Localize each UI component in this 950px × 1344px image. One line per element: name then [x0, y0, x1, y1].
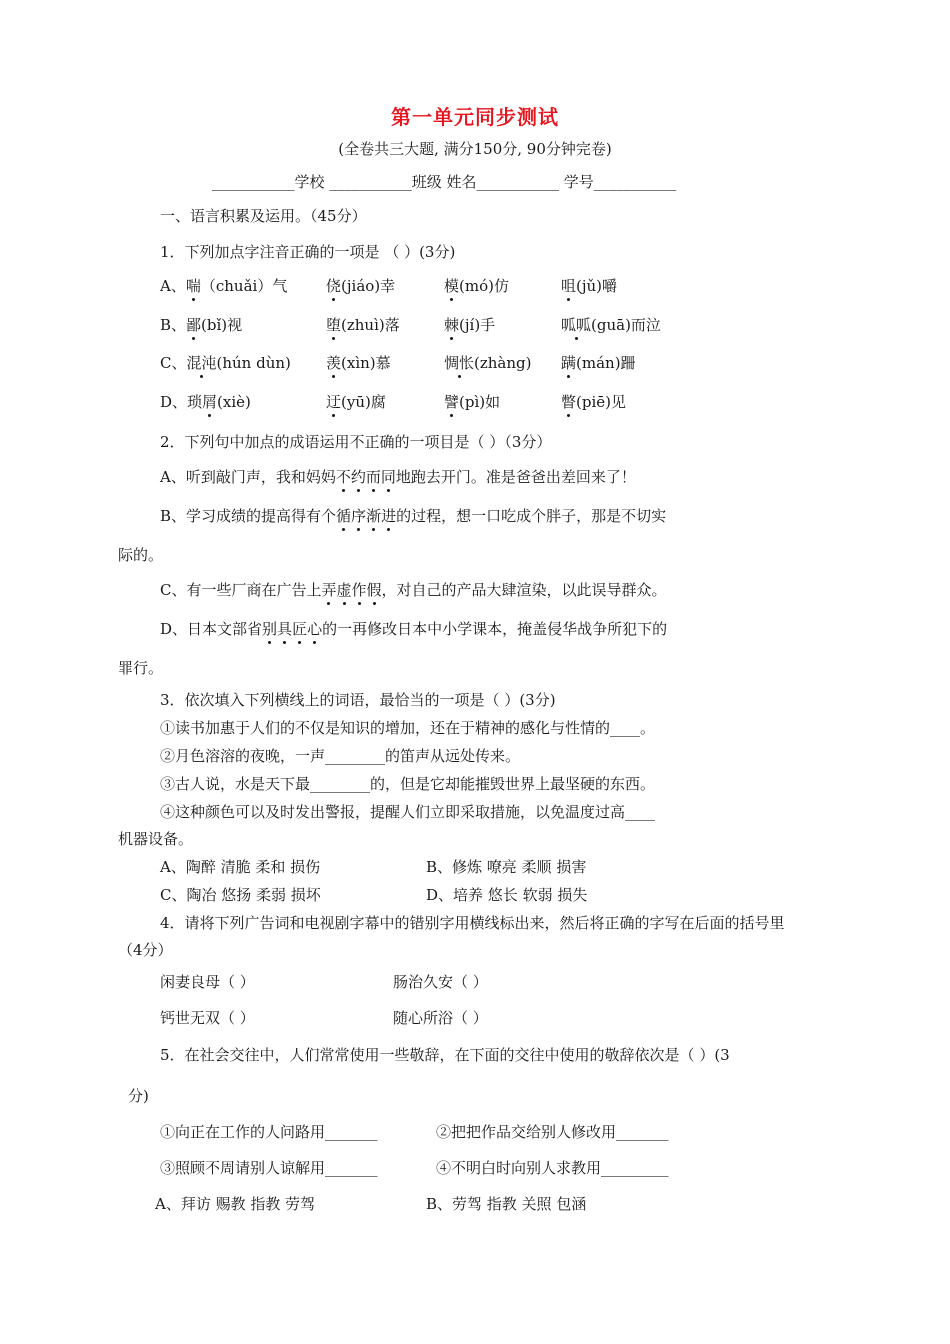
page-title: 第一单元同步测试 [391, 105, 559, 129]
q5-option-b: B、劳驾 指教 关照 包涵 [426, 1195, 587, 1213]
q2-stem: 2．下列句中加点的成语运用不正确的一项目是（ ）（3分） [160, 433, 552, 451]
q1-option-d3: 譬(pì)如 [444, 393, 501, 411]
q3-sentence-3: ③古人说，水是天下最________的，但是它却能摧毁世界上最坚硬的东西。 [160, 775, 656, 793]
q3-sentence-1: ①读书加惠于人们的不仅是知识的增加，还在于精神的感化与性情的____。 [160, 719, 656, 737]
q1-option-a3: 模(mó)仿 [444, 277, 509, 295]
q1-option-a2: 侥(jiáo)幸 [326, 277, 396, 295]
q5-stem-cont: 分) [128, 1087, 149, 1105]
q4-item-3: 钙世无双（ ） [160, 1009, 255, 1027]
q5-stem: 5．在社会交往中，人们常常使用一些敬辞，在下面的交往中使用的敬辞依次是（ ）(3 [160, 1046, 730, 1064]
q1-option-a1: A、喘（chuǎi）气 [160, 277, 288, 295]
q5-option-a: A、拜访 赐教 指教 劳驾 [155, 1195, 316, 1213]
q1-option-d2: 迂(yū)腐 [326, 393, 386, 411]
q1-option-a4: 咀(jǔ)嚼 [561, 277, 618, 295]
q1-option-d1: D、琐屑(xiè) [160, 393, 251, 411]
q2-option-a: A、听到敲门声，我和妈妈不约而同地跑去开门。准是爸爸出差回来了！ [160, 468, 636, 486]
section-heading: 一、语言积累及运用。（45分） [160, 207, 367, 225]
q3-sentence-4-cont: 机器设备。 [118, 830, 194, 848]
exam-info: (全卷共三大题, 满分150分, 90分钟完卷) [338, 140, 612, 158]
q1-option-b2: 堕(zhuì)落 [326, 316, 400, 334]
q5-item-2: ②把把作品交给别人修改用_______ [436, 1123, 669, 1141]
q2-option-c: C、有一些厂商在广告上弄虚作假，对自己的产品大肆渲染，以此误导群众。 [160, 581, 667, 599]
q4-stem: 4．请将下列广告词和电视剧字幕中的错别字用横线标出来，然后将正确的字写在后面的括号里 [160, 914, 785, 932]
q1-option-b3: 棘(jí)手 [444, 316, 496, 334]
q3-stem: 3．依次填入下列横线上的词语，最恰当的一项是（ ）(3分) [160, 691, 556, 709]
student-info-line: ___________学校 ___________班级 姓名___________ 学号___________ [212, 173, 677, 191]
q2-option-d: D、日本文部省别具匠心的一再修改日本中小学课本，掩盖侵华战争所犯下的 [160, 620, 668, 638]
q3-sentence-2: ②月色溶溶的夜晚，一声________的笛声从远处传来。 [160, 747, 521, 765]
q1-option-c4: 蹒(mán)跚 [561, 354, 636, 372]
q3-option-c: C、陶冶 悠扬 柔弱 损坏 [160, 886, 321, 904]
q1-option-c1: C、混沌(hún dùn) [160, 354, 291, 372]
q5-item-1: ①向正在工作的人问路用_______ [160, 1123, 378, 1141]
q1-option-b1: B、鄙(bǐ)视 [160, 316, 243, 334]
q1-option-c3: 惆怅(zhàng) [444, 354, 532, 372]
q3-option-a: A、陶醉 清脆 柔和 损伤 [160, 858, 321, 876]
q5-item-4: ④不明白时向别人求教用_________ [436, 1159, 669, 1177]
q4-item-2: 肠治久安（ ） [393, 973, 488, 991]
q1-option-c2: 羡(xìn)慕 [326, 354, 391, 372]
q3-option-b: B、修炼 嘹亮 柔顺 损害 [426, 858, 587, 876]
q4-item-4: 随心所浴（ ） [393, 1009, 488, 1027]
q1-option-d4: 瞥(piē)见 [561, 393, 626, 411]
q2-option-b: B、学习成绩的提高得有个循序渐进的过程，想一口吃成个胖子，那是不切实 [160, 507, 667, 525]
q5-item-3: ③照顾不周请别人谅解用_______ [160, 1159, 378, 1177]
q1-stem: 1．下列加点字注音正确的一项是 （ ）(3分) [160, 243, 456, 261]
q4-stem-cont: （4分） [118, 941, 173, 959]
q3-option-d: D、培养 悠长 软弱 损失 [426, 886, 588, 904]
q2-option-b-cont: 际的。 [118, 546, 164, 564]
q3-sentence-4: ④这种颜色可以及时发出警报，提醒人们立即采取措施，以免温度过高____ [160, 803, 656, 821]
q4-item-1: 闲妻良母（ ） [160, 973, 255, 991]
q2-option-d-cont: 罪行。 [118, 659, 164, 677]
q1-option-b4: 呱呱(guā)而泣 [561, 316, 661, 334]
